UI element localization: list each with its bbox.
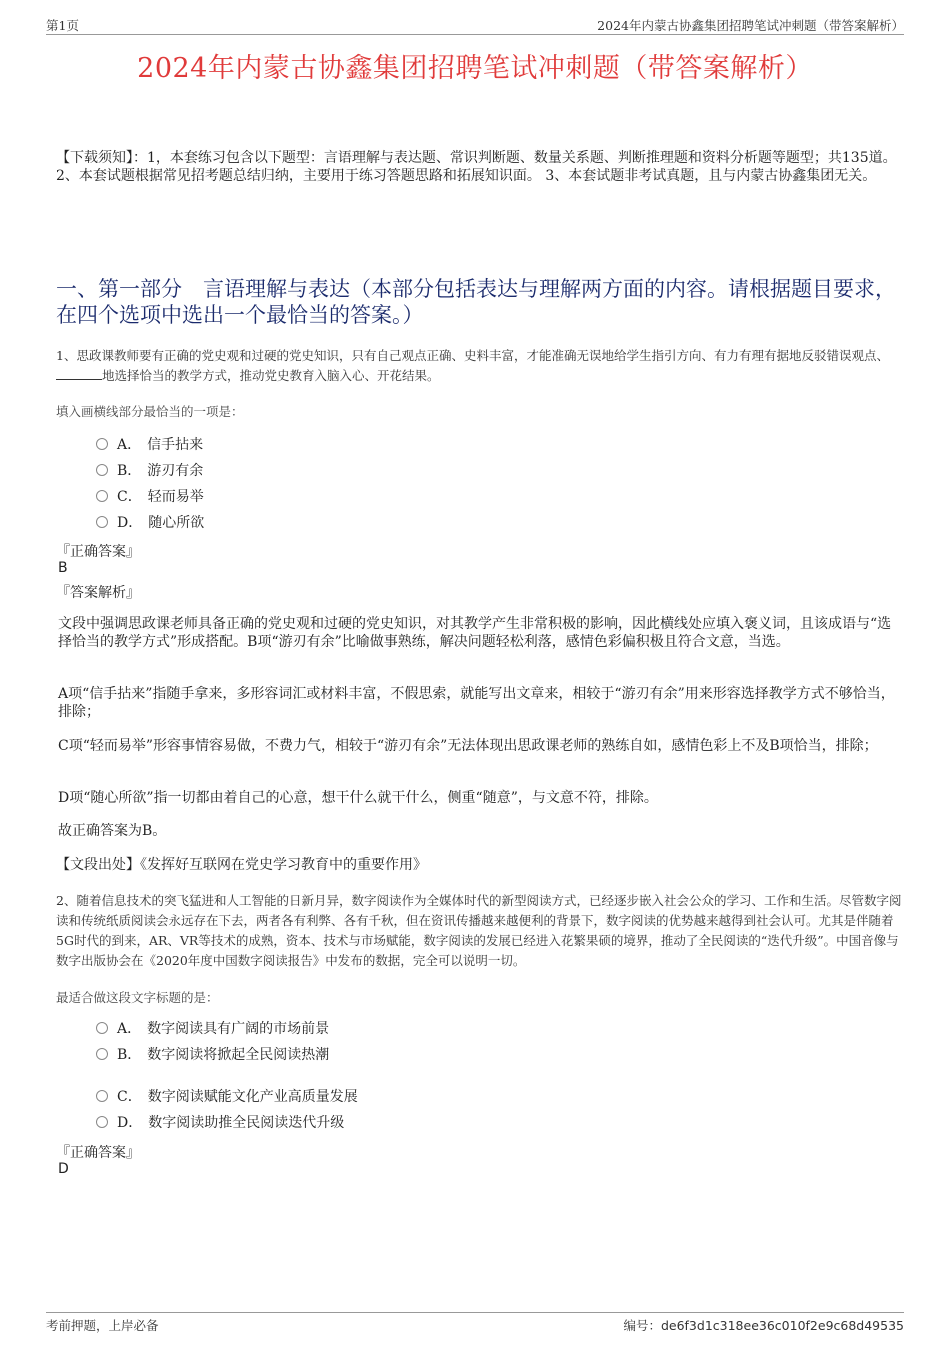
- q1-analysis-paragraph: D项“随心所欲”指一切都由着自己的心意，想干什么就干什么，侧重“随意”，与文意不符，排除。: [58, 790, 658, 806]
- question-1-prompt: 填入画横线部分最恰当的一项是：: [56, 404, 244, 419]
- option-letter: C．: [117, 489, 142, 505]
- q1-source: 【文段出处】《发挥好互联网在党史学习教育中的重要作用》: [56, 857, 427, 873]
- question-1-text-after: 地选择恰当的教学方式，推动党史教育入脑入心、开花结果。: [102, 368, 440, 383]
- q2-option-b[interactable]: [96, 1044, 329, 1066]
- option-letter: D．: [117, 1115, 143, 1131]
- option-text: 数字阅读将掀起全民阅读热潮: [147, 1047, 330, 1063]
- question-2-prompt: 最适合做这段文字标题的是：: [56, 990, 219, 1005]
- q1-analysis-paragraph: 故正确答案为B。: [58, 823, 167, 839]
- footer-code: [623, 1316, 904, 1334]
- option-text: 数字阅读赋能文化产业高质量发展: [147, 1089, 358, 1105]
- page-footer: [46, 1312, 904, 1335]
- option-text: 轻而易举: [147, 489, 204, 505]
- page-number: 第1页: [46, 18, 79, 33]
- radio-icon[interactable]: [96, 438, 108, 450]
- section-title: 一、第一部分 言语理解与表达（本部分包括表达与理解两方面的内容。请根据题目要求，在四个选项中选出一个最恰当的答案。）: [56, 277, 896, 327]
- radio-icon[interactable]: [96, 1116, 108, 1128]
- option-text: 数字阅读助推全民阅读迭代升级: [148, 1115, 345, 1131]
- question-1-text-before: 1、思政课教师要有正确的党史观和过硬的党史知识，只有自己观点正确、史料丰富，才能准确无误地给学生指引方向、有力有理有据地反驳错误观点、: [56, 348, 889, 363]
- option-text: 数字阅读具有广阔的市场前景: [147, 1021, 330, 1037]
- option-text: 信手拈来: [147, 437, 204, 453]
- q1-analysis-paragraph: C项“轻而易举”形容事情容易做，不费力气，相较于“游刃有余”无法体现出思政课老师的熟练自如，感情色彩上不及B项恰当，排除；: [58, 738, 878, 754]
- radio-icon[interactable]: [96, 490, 108, 502]
- q1-option-c[interactable]: [96, 486, 204, 508]
- option-letter: A．: [117, 1021, 142, 1037]
- q1-answer: B: [58, 560, 68, 576]
- header-doc-title: 2024年内蒙古协鑫集团招聘笔试冲刺题（带答案解析）: [597, 18, 904, 33]
- option-text: 随心所欲: [148, 515, 205, 531]
- q2-option-a[interactable]: [96, 1018, 329, 1040]
- document-title: 2024年内蒙古协鑫集团招聘笔试冲刺题（带答案解析）: [137, 53, 813, 84]
- radio-icon[interactable]: [96, 464, 108, 476]
- q2-answer-label: 『正确答案』: [56, 1145, 140, 1161]
- q1-option-a[interactable]: [96, 434, 203, 456]
- page-header: [46, 14, 904, 35]
- radio-icon[interactable]: [96, 516, 108, 528]
- option-letter: B．: [117, 1047, 142, 1063]
- q2-option-c[interactable]: [96, 1086, 358, 1108]
- option-letter: D．: [117, 515, 143, 531]
- footer-slogan: 考前押题，上岸必备: [46, 1318, 159, 1333]
- question-2-text: 2、随着信息技术的突飞猛进和人工智能的日新月异，数字阅读作为全媒体时代的新型阅读方式，已经逐步嵌入社会公众的学习、工作和生活。尽管数字阅读和传统纸质阅读会永远存在下去，两者各有利弊、各有千秋，但在资讯传播越来越便利的背景下，数字阅读的优势越来越得到社会认可。尤其是伴随着5G时代的到来，AR、VR等技术的成熟，资本、技术与市场赋能，数字阅读的发展已经进入花繁果硕的境界，推动了全民阅读的“迭代升级”。中国音像与数字出版协会在《2020年度中国数字阅读报告》中发布的数据，完全可以说明一切。: [56, 893, 902, 968]
- radio-icon[interactable]: [96, 1022, 108, 1034]
- q1-answer-label: 『正确答案』: [56, 544, 140, 560]
- answer-blank: [56, 367, 102, 380]
- option-letter: A．: [117, 437, 142, 453]
- radio-icon[interactable]: [96, 1090, 108, 1102]
- footer-code-label: 编号：: [623, 1318, 661, 1333]
- question-1-text: [56, 346, 906, 386]
- q2-option-d[interactable]: [96, 1112, 344, 1134]
- option-text: 游刃有余: [147, 463, 204, 479]
- download-notice: 【下载须知】：1，本套练习包含以下题型：言语理解与表达题、常识判断题、数量关系题、判断推理题和资料分析题等题型；共135道。 2、本套试题根据常见招考题总结归纳，主要用于练习答题思路和拓展知识面。 3、本套试题非考试真题，且与内蒙古协鑫集团无关。: [56, 150, 897, 184]
- option-letter: C．: [117, 1089, 142, 1105]
- footer-code-value: de6f3d1c318ee36c010f2e9c68d49535: [660, 1318, 904, 1333]
- q1-analysis-paragraph: A项“信手拈来”指随手拿来，多形容词汇或材料丰富，不假思索，就能写出文章来，相较于“游刃有余”用来形容选择教学方式不够恰当，排除；: [58, 686, 895, 720]
- option-letter: B．: [117, 463, 142, 479]
- q1-analysis-label: 『答案解析』: [56, 585, 140, 601]
- q1-option-b[interactable]: [96, 460, 203, 482]
- radio-icon[interactable]: [96, 1048, 108, 1060]
- q1-analysis-paragraph: 文段中强调思政课老师具备正确的党史观和过硬的党史知识，对其教学产生非常积极的影响，因此横线处应填入褒义词，且该成语与“选择恰当的教学方式”形成搭配。B项“游刃有余”比喻做事熟练，解决问题轻松利落，感情色彩偏积极且符合文意，当选。: [58, 616, 892, 650]
- q2-answer: D: [58, 1161, 69, 1177]
- q1-option-d[interactable]: [96, 512, 204, 534]
